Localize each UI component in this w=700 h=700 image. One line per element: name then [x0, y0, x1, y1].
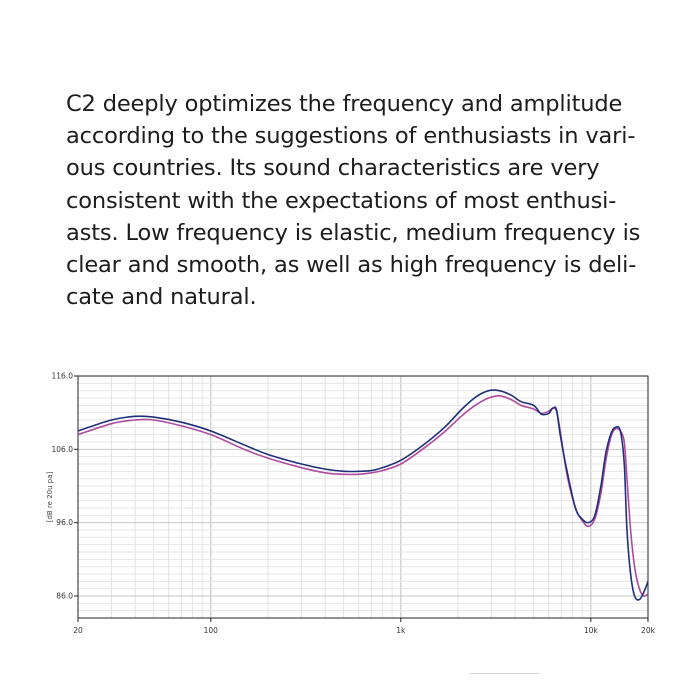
y-tick-label: 106.0 [51, 444, 73, 454]
y-axis-label: [dB re 20u pa] [46, 471, 54, 523]
y-tick-label: 86.0 [56, 591, 73, 601]
y-ticks [52, 372, 78, 601]
x-tick-label: 1k [396, 626, 406, 635]
series-lines [78, 390, 648, 600]
divider-line [470, 673, 540, 674]
x-tick-label: 20 [73, 626, 83, 635]
product-description: C2 deeply optimizes the frequency and amplitude according to the suggestions of enthusiasts in vari- ous countries. Its sound characteristics are very consistent with the expectations of most enthusi- asts. Low frequency is elastic, medium frequency is clear and smooth, as well as high frequency is deli- cate and natural. [66, 91, 641, 311]
x-tick-label: 10k [583, 626, 598, 635]
y-tick-label: 96.0 [56, 518, 73, 528]
x-ticks [73, 618, 655, 635]
x-tick-label: 20k [641, 626, 655, 635]
x-tick-label: 100 [203, 626, 218, 635]
series-line [78, 396, 648, 596]
chart-grid [78, 376, 648, 618]
y-tick-label: 116.0 [51, 371, 73, 381]
